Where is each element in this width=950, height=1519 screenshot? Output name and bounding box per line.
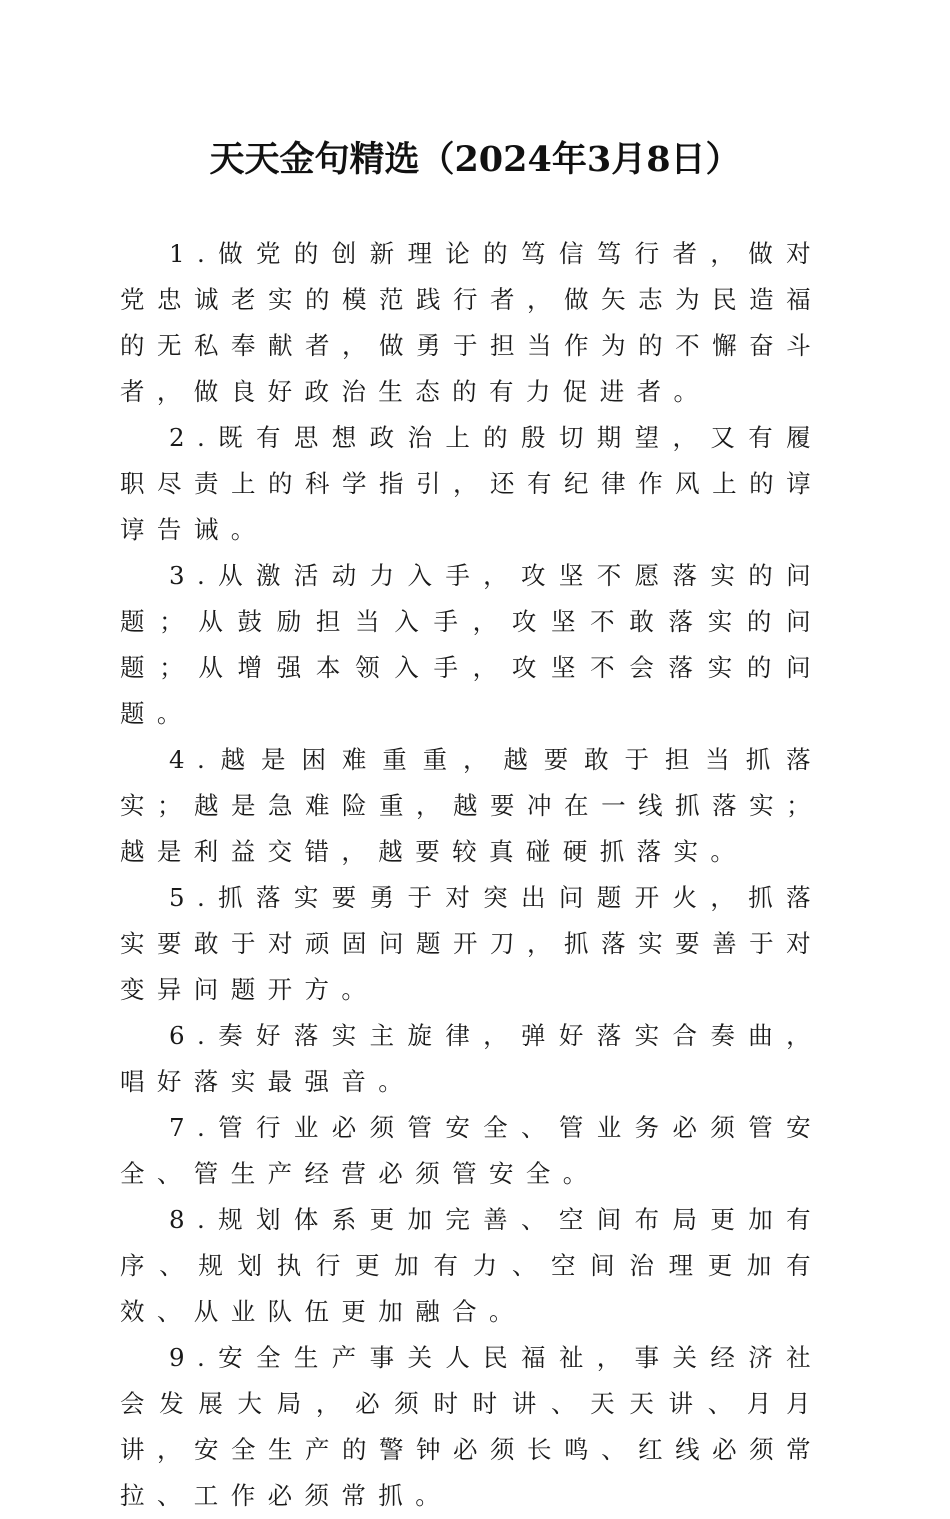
document-title: 天天金句精选（2024年3月8日）	[209, 139, 741, 180]
quote-paragraph-9: 9.安全生产事关人民福祉，事关经济社会发展大局，必须时时讲、天天讲、月月讲，安全生产的警钟必须长鸣、红线必须常拉、工作必须常抓。	[120, 1343, 823, 1510]
quote-paragraph-5: 5.抓落实要勇于对突出问题开火，抓落实要敢于对顽固问题开刀，抓落实要善于对变异问题开方。	[120, 883, 823, 1004]
quote-paragraph-8: 8.规划体系更加完善、空间布局更加有序、规划执行更加有力、空间治理更加有效、从业队伍更加融合。	[120, 1205, 823, 1326]
quote-paragraph-3: 3.从激活动力入手，攻坚不愿落实的问题；从鼓励担当入手，攻坚不敢落实的问题；从增强本领入手，攻坚不会落实的问题。	[120, 561, 823, 728]
document-body	[120, 231, 823, 1519]
quote-paragraph-6: 6.奏好落实主旋律，弹好落实合奏曲，唱好落实最强音。	[120, 1021, 823, 1096]
quote-paragraph-7: 7.管行业必须管安全、管业务必须管安全、管生产经营必须管安全。	[120, 1113, 823, 1188]
quote-paragraph-4: 4.越是困难重重，越要敢于担当抓落实；越是急难险重，越要冲在一线抓落实；越是利益交错，越要较真碰硬抓落实。	[120, 745, 823, 866]
quote-paragraph-2: 2.既有思想政治上的殷切期望，又有履职尽责上的科学指引，还有纪律作风上的谆谆告诫。	[120, 423, 823, 544]
quote-paragraph-1: 1.做党的创新理论的笃信笃行者，做对党忠诚老实的模范践行者，做矢志为民造福的无私奉献者，做勇于担当作为的不懈奋斗者，做良好政治生态的有力促进者。	[120, 239, 823, 406]
